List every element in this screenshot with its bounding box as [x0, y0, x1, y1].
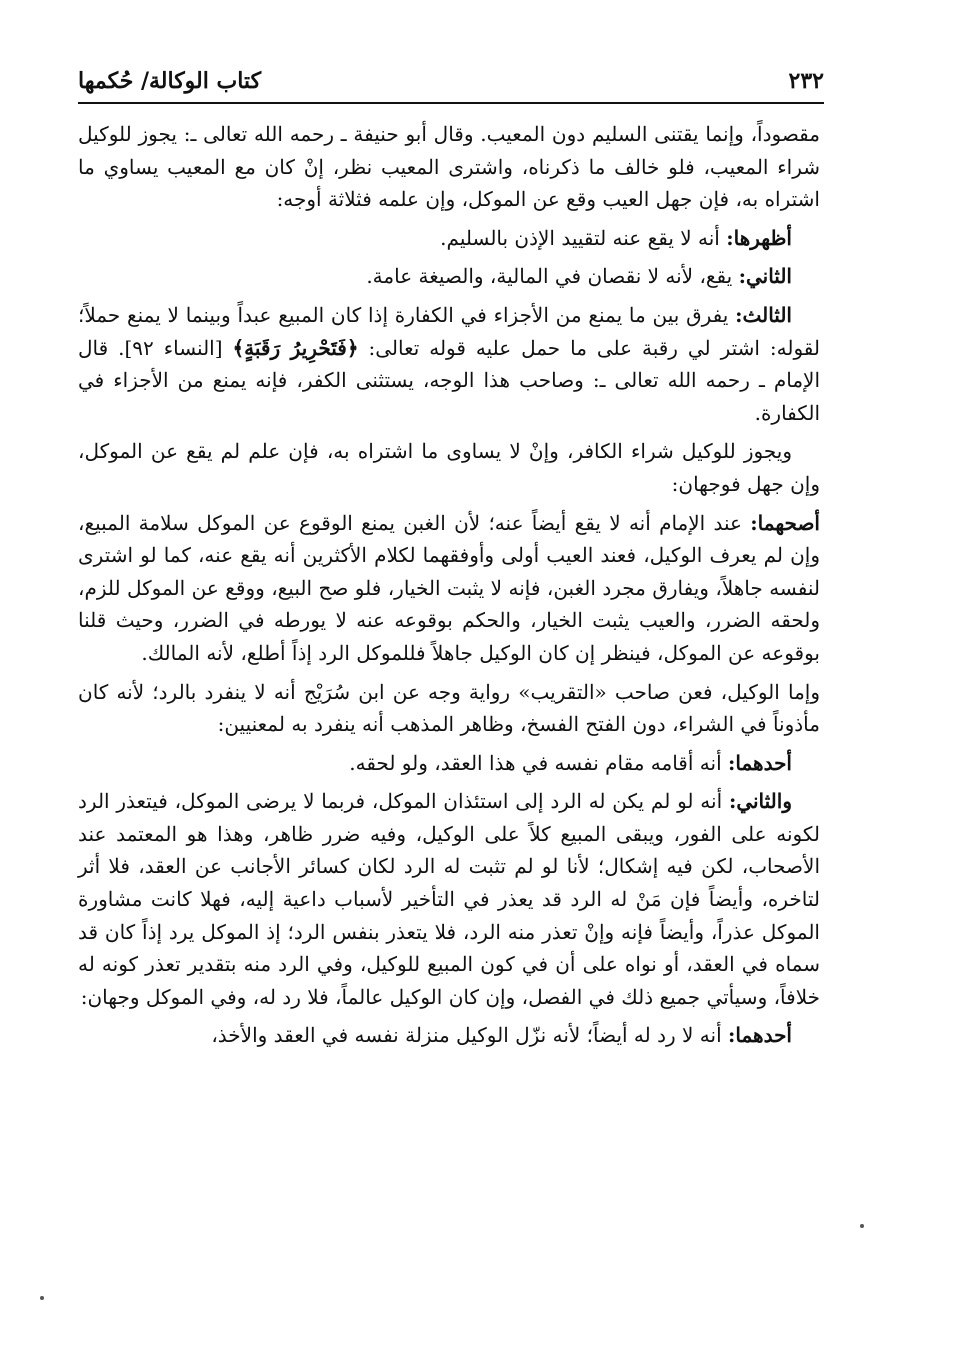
header-rule [78, 102, 824, 104]
paragraph-4: الثالث: يفرق بين ما يمنع من الأجزاء في الكفارة إذا كان المبيع عبداً وبينما لا يمنع حملاً؛ لقوله: اشتر لي رقبة على ما حمل عليه قوله تعالى: ﴿فَتَحْرِيرُ رَقَبَةٍ﴾ [النساء ٩٢]. قال الإمام ـ رحمه الله تعالى ـ: وصاحب هذا الوجه، يستثنى الكفر، فإنه يمنع من الأجزاء في الكفارة. [78, 302, 820, 425]
scan-speck-left [40, 1296, 44, 1300]
keyword-wal-thani: والثاني: [728, 789, 792, 814]
paragraph-1: مقصوداً، وإنما يقتنى السليم دون المعيب. وقال أبو حنيفة ـ رحمه الله تعالى ـ: يجوز للوكيل شراء المعيب، فلو خالف ما ذكرناه، واشترى المعيب نظر، إنْ كان مع المعيب يساوي ما اشتراه به، فإن جهل العيب وقع عن الموكل، وإن علمه فثلاثة أوجه: [78, 122, 820, 212]
keyword-second: الثاني: [738, 264, 792, 289]
paragraph-6: أصحهما: عند الإمام أنه لا يقع أيضاً عنه؛ لأن الغبن يمنع الوقوع عن الموكل سلامة المبيع، وإن لم يعرف الوكيل، فعند العيب أولى وأوفقهما لكلام الأكثرين أنه يقع عنه، كما لو اشترى لنفسه جاهلاً، ويفارق مجرد الغبن، فإنه لا يثبت الخيار، فلو صح البيع، ووقع عن الموكل للزم، ولحقه الضرر، والعيب يثبت الخيار، والحكم بوقوعه عنه لا يورطه في الضرر، وحيث قلنا بوقوعه عن الموكل، فينظر إن كان الوكيل جاهلاً فللموكل الرد إذاً أطلع، لأنه المالك. [78, 510, 820, 665]
body-text [78, 118, 820, 1058]
running-title: كتاب الوكالة/ حُكمها [78, 68, 262, 94]
paragraph-10: أحدهما: أنه لا رد له أيضاً؛ لأنه نزّل الوكيل منزلة نفسه في العقد والأخذ، [211, 1023, 792, 1048]
scan-speck [860, 1224, 864, 1228]
paragraph-7: وإما الوكيل، فعن صاحب «التقريب» رواية وجه عن ابن سُرَيْج أنه لا ينفرد بالرد؛ لأنه كان مأذوناً في الشراء، دون الفتح الفسخ، وظاهر المذهب أنه ينفرد به لمعنيين: [78, 679, 820, 737]
page-header [78, 58, 824, 94]
quran-verse: ﴿فَتَحْرِيرُ رَقَبَةٍ﴾ [232, 335, 359, 360]
keyword-ahaduhuma-2: أحدهما: [727, 1023, 792, 1048]
page-number: ٢٣٢ [788, 68, 824, 94]
paragraph-3: الثاني: يقع، لأنه لا نقصان في المالية، والصيغة عامة. [366, 264, 792, 289]
paragraph-8: أحدهما: أنه أقامه مقام نفسه في هذا العقد، ولو لحقه. [349, 750, 792, 775]
paragraph-2: أظهرها: أنه لا يقع عنه لتقييد الإذن بالسليم. [440, 225, 792, 250]
paragraph-5: ويجوز للوكيل شراء الكافر، وإنْ لا يساوى ما اشتراه به، فإن علم لم يقع عن الموكل، وإن جهل فوجهان: [78, 439, 820, 496]
keyword-ashahhuhuma: أصحهما: [750, 510, 820, 535]
keyword-ahaduhuma: أحدهما: [727, 750, 792, 775]
paragraph-9: والثاني: أنه لو لم يكن له الرد إلى استئذان الموكل، فربما لا يرضى الموكل، فيتعذر الرد لكونه على الفور، ويبقى المبيع كلاً على الوكيل، وفيه ضرر ظاهر، وهذا هو المعتمد عند الأصحاب، لكن فيه إشكال؛ لأنا لو لم تثبت له الرد لكان كسائر الأجانب عن العقد، فلا أثر لتاخره، وأيضاً فإن مَنْ له الرد قد يعذر في التأخير لأسباب داعية إليه، فهلا كانت مشاورة الموكل عذراً، وأيضاً فإنه وإنْ تعذر منه الرد، فلا يتعذر بنفس الرد؛ إذ الموكل يرد إذاً كان قد سماه في العقد، أو نواه على أن في كون المبيع للوكيل، وفي الرد منه بتقدير تعذر كونه له خلافاً، وسيأتي جميع ذلك في الفصل، وإن كان الوكيل عالماً، فلا رد له، وفي الموكل وجهان: [78, 789, 820, 1009]
keyword-third: الثالث: [735, 302, 792, 327]
keyword-azharuha: أظهرها: [726, 225, 792, 250]
